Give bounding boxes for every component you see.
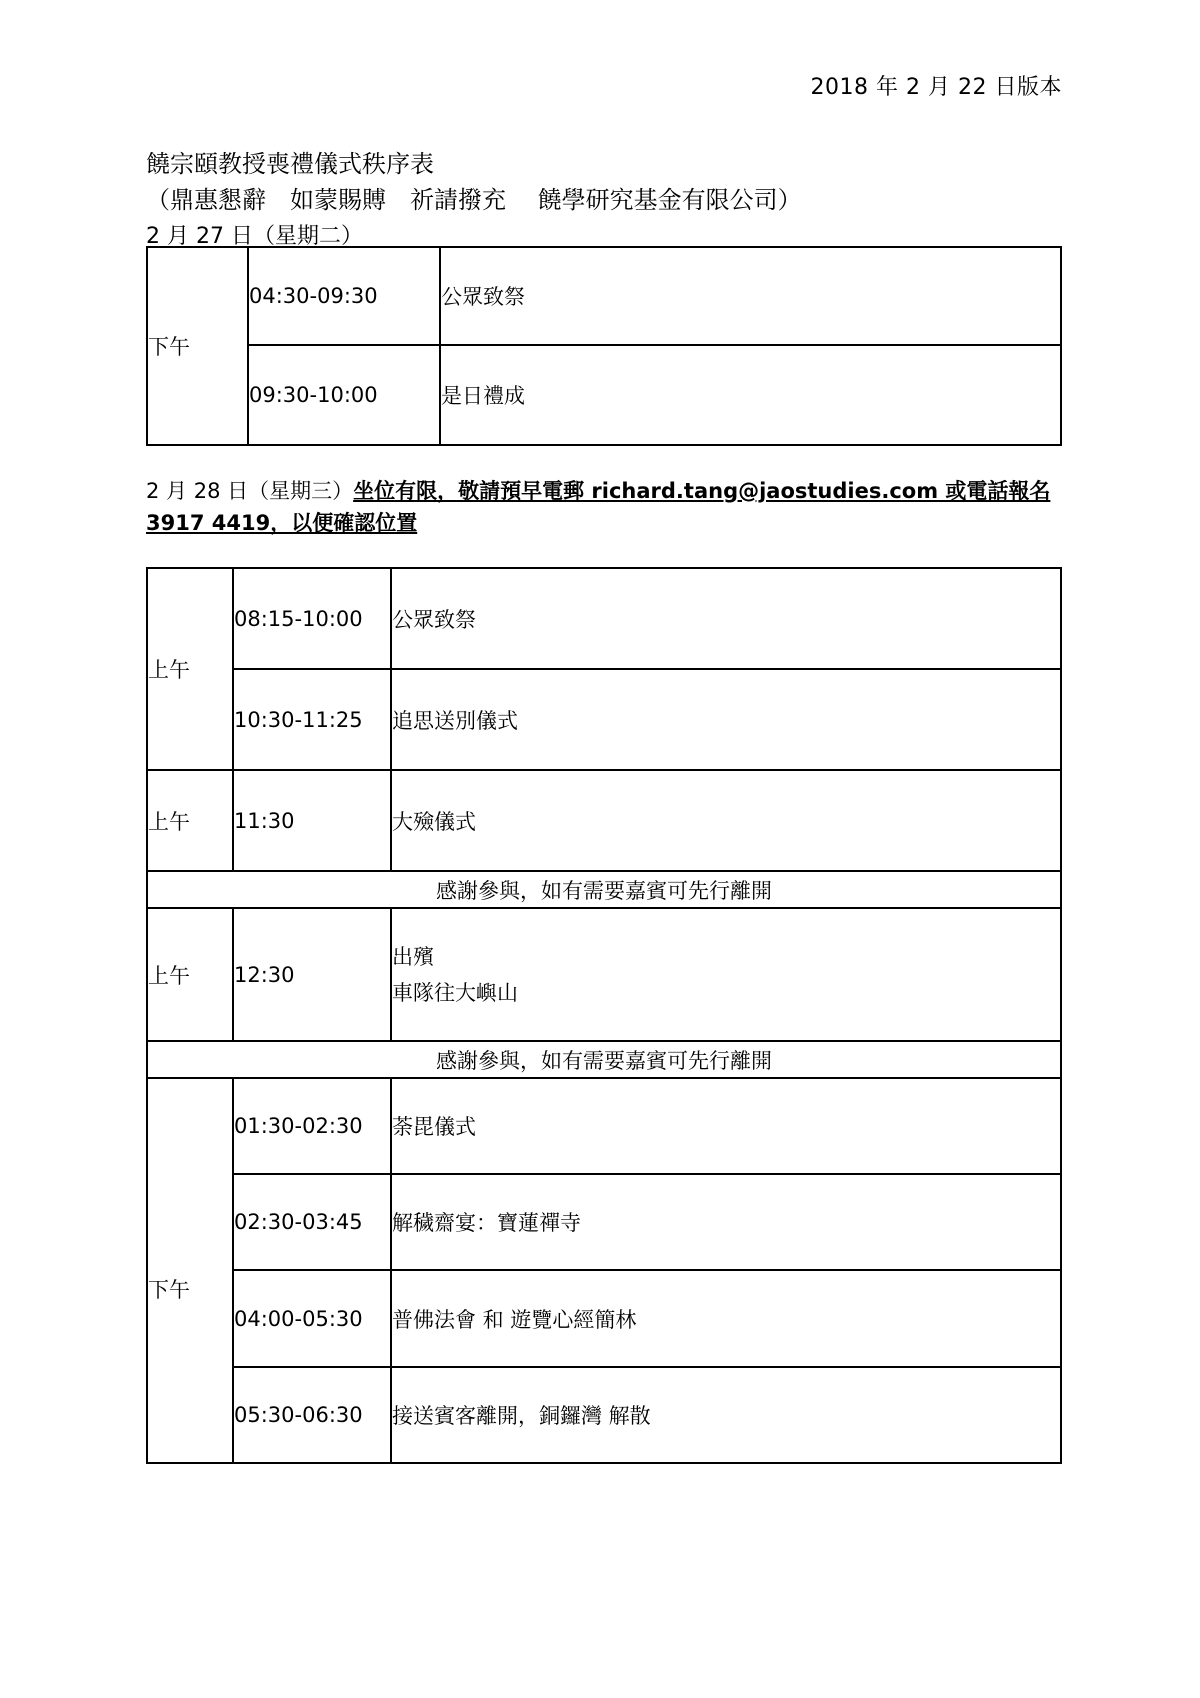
day1-schedule-table bbox=[146, 246, 1062, 446]
time-cell: 05:30-06:30 bbox=[233, 1367, 391, 1463]
version-date: 2018 年 2 月 22 日版本 bbox=[810, 75, 1062, 100]
table-row bbox=[147, 247, 1061, 345]
event-cell: 追思送別儀式 bbox=[391, 669, 1061, 770]
table-row bbox=[147, 871, 1061, 908]
day2-schedule-table bbox=[146, 567, 1062, 1464]
title-block bbox=[146, 146, 802, 218]
event-cell bbox=[391, 908, 1061, 1041]
table-row bbox=[147, 1174, 1061, 1270]
time-cell: 04:30-09:30 bbox=[248, 247, 440, 345]
event-cell: 公眾致祭 bbox=[440, 247, 1061, 345]
period-cell: 上午 bbox=[147, 568, 233, 770]
period-cell: 上午 bbox=[147, 908, 233, 1041]
event-cell: 是日禮成 bbox=[440, 345, 1061, 445]
day2-heading bbox=[146, 475, 1066, 539]
time-cell: 11:30 bbox=[233, 770, 391, 871]
time-cell: 04:00-05:30 bbox=[233, 1270, 391, 1367]
event-cell: 公眾致祭 bbox=[391, 568, 1061, 669]
event-cell: 解穢齋宴：寶蓮禪寺 bbox=[391, 1174, 1061, 1270]
page-title: 饒宗頤教授喪禮儀式秩序表 bbox=[146, 150, 434, 178]
table-row bbox=[147, 345, 1061, 445]
day2-date: 2 月 28 日（星期三） bbox=[146, 479, 354, 503]
time-cell: 12:30 bbox=[233, 908, 391, 1041]
period-cell: 上午 bbox=[147, 770, 233, 871]
registration-notice: 坐位有限，敬請預早電郵 richard.tang@jaostudies.com 或電話報名 3917 4419，以便確認位置 bbox=[146, 479, 1051, 535]
day1-date: 2 月 27 日（星期二） bbox=[146, 224, 363, 249]
table-row bbox=[147, 1270, 1061, 1367]
table-row bbox=[147, 908, 1061, 1041]
note-row: 感謝參與，如有需要嘉賓可先行離開 bbox=[147, 871, 1061, 908]
time-cell: 10:30-11:25 bbox=[233, 669, 391, 770]
event-line: 車隊往大嶼山 bbox=[392, 980, 518, 1005]
event-cell: 大殮儀式 bbox=[391, 770, 1061, 871]
note-row: 感謝參與，如有需要嘉賓可先行離開 bbox=[147, 1041, 1061, 1078]
event-cell: 荼毘儀式 bbox=[391, 1078, 1061, 1174]
table-row bbox=[147, 1078, 1061, 1174]
time-cell: 02:30-03:45 bbox=[233, 1174, 391, 1270]
table-row bbox=[147, 1367, 1061, 1463]
period-cell: 下午 bbox=[147, 247, 248, 445]
event-line: 出殯 bbox=[392, 944, 434, 969]
time-cell: 09:30-10:00 bbox=[248, 345, 440, 445]
table-row bbox=[147, 669, 1061, 770]
time-cell: 08:15-10:00 bbox=[233, 568, 391, 669]
event-cell: 接送賓客離開，銅鑼灣 解散 bbox=[391, 1367, 1061, 1463]
page-subtitle: （鼎惠懇辭 如蒙賜賻 祈請撥充 饒學研究基金有限公司） bbox=[146, 186, 802, 214]
table-row bbox=[147, 568, 1061, 669]
time-cell: 01:30-02:30 bbox=[233, 1078, 391, 1174]
table-row bbox=[147, 1041, 1061, 1078]
period-cell: 下午 bbox=[147, 1078, 233, 1463]
event-cell: 普佛法會 和 遊覽心經簡林 bbox=[391, 1270, 1061, 1367]
table-row bbox=[147, 770, 1061, 871]
